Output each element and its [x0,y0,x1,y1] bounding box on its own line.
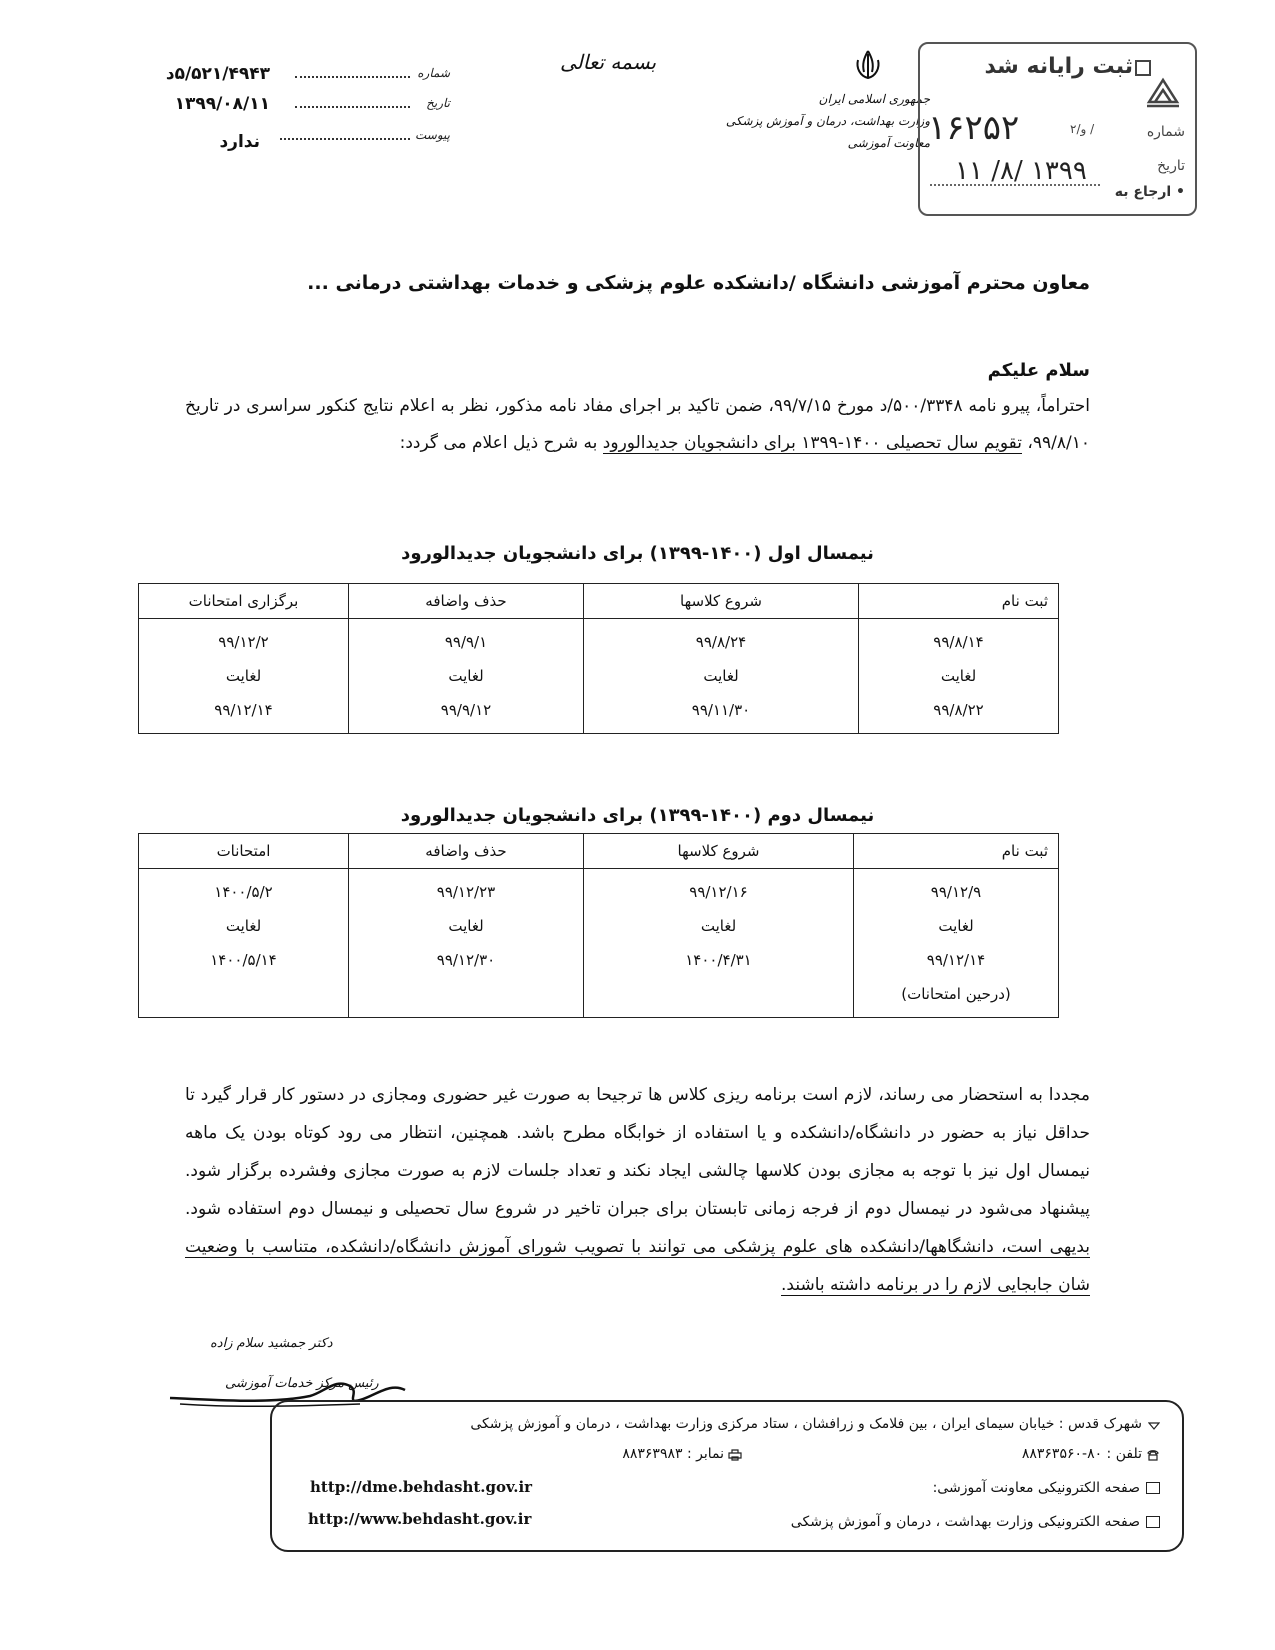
number-label: شماره [417,66,450,80]
recipient-line: معاون محترم آموزشی دانشگاه /دانشکده علوم پزشکی و خدمات بهداشتی درمانی ... [307,272,1090,294]
table-header-row [139,584,1059,619]
footer-contact-box [270,1400,1184,1552]
footer-fax: نمابر : ۸۸۳۶۳۹۸۳ [622,1446,742,1462]
footer-address: شهرک قدس : خیابان سیمای ایران ، بین فلامک و زرافشان ، ستاد مرکزی وزارت بهداشت ، درمان و آموزش پزشکی [470,1416,1160,1432]
envelope-icon [1148,1419,1160,1429]
attachment-label: پیوست [415,128,450,142]
stamp-title: ثبت رایانه شد [984,54,1133,79]
closing-underlined: بدیهی است، دانشگاهها/دانشکده های علوم پزشکی می توانند با تصویب شورای آموزش دانشگاه/دانشکده، متناسب با وضعیت شان جابجایی لازم را در برنامه داشته باشند. [185,1237,1090,1295]
table-row [139,619,1059,734]
intro-paragraph [185,388,1090,462]
logo-icon [1143,72,1183,112]
date-label: تاریخ [426,96,450,110]
date-value: ۱۳۹۹/۰۸/۱۱ [174,94,270,114]
table-cell: ۹۹/۱۲/۱۶ لغایت ۱۴۰۰/۴/۳۱ [584,869,854,1018]
signature-role: رئیس مرکز خدمات آموزشی [225,1376,379,1391]
table-header: حذف واضافه [349,584,584,619]
stamp-date-label: تاریخ [1157,158,1185,174]
footer-ministry-site: صفحه الکترونیکی وزارت بهداشت ، درمان و آموزش پزشکی [791,1514,1160,1530]
table-cell: ۹۹/۱۲/۲ لغایت ۹۹/۱۲/۱۴ [139,619,349,734]
printer-icon [730,1449,742,1459]
ministry-heading [725,88,930,154]
salutation: سلام علیکم [987,360,1090,381]
semester1-title: نیمسال اول (۱۴۰۰-۱۳۹۹) برای دانشجویان جدیدالورود [401,543,874,564]
edu-site-link[interactable]: http://dme.behdasht.gov.ir [310,1478,533,1496]
table-cell: ۱۴۰۰/۵/۲ لغایت ۱۴۰۰/۵/۱۴ [139,869,349,1018]
emblem-icon [850,48,886,84]
table-header: ثبت نام [859,584,1059,619]
intro-text-2: به شرح ذیل اعلام می گردد: [399,433,603,453]
number-row [140,64,450,92]
table-header: شروع کلاسها [584,834,854,869]
closing-paragraph [185,1076,1090,1304]
attachment-value: ندارد [219,132,260,152]
table-header: ثبت نام [854,834,1059,869]
stamp-number-label: شماره [1146,124,1185,140]
stamp-date-value: ۱۳۹۹ /۸/ ۱۱ [955,156,1087,186]
phone-icon [1148,1449,1160,1459]
table-cell: ۹۹/۹/۱ لغایت ۹۹/۹/۱۲ [349,619,584,734]
closing-text: مجددا به استحضار می رساند، لازم است برنامه ریزی کلاس ها ترجیحا به صورت غیر حضوری ومجازی در دستور کار قرار گیرد تا حداقل نیاز به حضور در دانشگاه/دانشکده و یا استفاده از خوابگاه مطرح باشد. همچنین، انتظار می رود کوتاه بودن یک ماهه نیمسال اول نیز با توجه به مجازی بودن کلاسها چالشی ایجاد نکند و تعداد جلسات لازم به صورت مجازی وفشرده برگزار شود. پیشنهاد می‌شود در نیمسال دوم از فرجه زمانی تابستان برای جبران تاخیر در شروع سال تحصیلی و نیمسال دوم استفاده شود. [185,1085,1090,1219]
table-cell: ۹۹/۱۲/۲۳ لغایت ۹۹/۱۲/۳۰ [349,869,584,1018]
table-header: امتحانات [139,834,349,869]
table-cell: ۹۹/۸/۱۴ لغایت ۹۹/۸/۲۲ [859,619,1059,734]
table-header: حذف واضافه [349,834,584,869]
stamp-referral: • ارجاع به [1114,184,1185,200]
table-header: برگزاری امتحانات [139,584,349,619]
ministry-site-link[interactable]: http://www.behdasht.gov.ir [308,1510,532,1528]
ministry-line-ministry: وزارت بهداشت، درمان و آموزش پزشکی [725,114,930,128]
table-cell: ۹۹/۱۲/۹ لغایت ۹۹/۱۲/۱۴ (درحین امتحانات) [854,869,1059,1018]
table-cell: ۹۹/۸/۲۴ لغایت ۹۹/۱۱/۳۰ [584,619,859,734]
stamp-number-value: ۱۶۲۵۲ [928,108,1020,148]
mail-icon [1146,1482,1160,1494]
semester2-table [138,833,1059,1018]
signature-name: دکتر جمشید سلام زاده [210,1336,333,1351]
bismillah: بسمه تعالی [560,50,657,74]
date-row [140,94,450,122]
semester1-table [138,583,1059,734]
intro-text-1: احتراماً، پیرو نامه ۵۰۰/۳۳۴۸/د مورخ ۹۹/۷/۱۵، ضمن تاکید بر اجرای مفاد نامه مذکور، نظر به اعلام نتایج کنکور سراسری در تاریخ ۹۹/۸/۱۰، [185,396,1091,453]
ministry-line-deputy: معاونت آموزشی [847,136,930,150]
table-header-row [139,834,1059,869]
stamp-number-mid: / و/۲ [1070,122,1095,136]
footer-phone: تلفن : ۸۰-۸۸۳۶۳۵۶۰ [1022,1446,1160,1462]
intro-underlined: تقویم سال تحصیلی ۱۴۰۰-۱۳۹۹ برای دانشجویان جدیدالورود [602,433,1022,453]
number-value: ۵/۵۲۱/۴۹۴۳د [165,64,270,84]
registration-stamp [918,42,1197,216]
table-row [139,869,1059,1018]
footer-edu-site: صفحه الکترونیکی معاونت آموزشی: [933,1480,1160,1496]
table-header: شروع کلاسها [584,584,859,619]
semester2-title: نیمسال دوم (۱۴۰۰-۱۳۹۹) برای دانشجویان جدیدالورود [400,805,875,826]
attachment-row [140,126,450,154]
mail-icon [1146,1516,1160,1528]
ministry-line-country: جمهوری اسلامی ایران [818,92,930,106]
